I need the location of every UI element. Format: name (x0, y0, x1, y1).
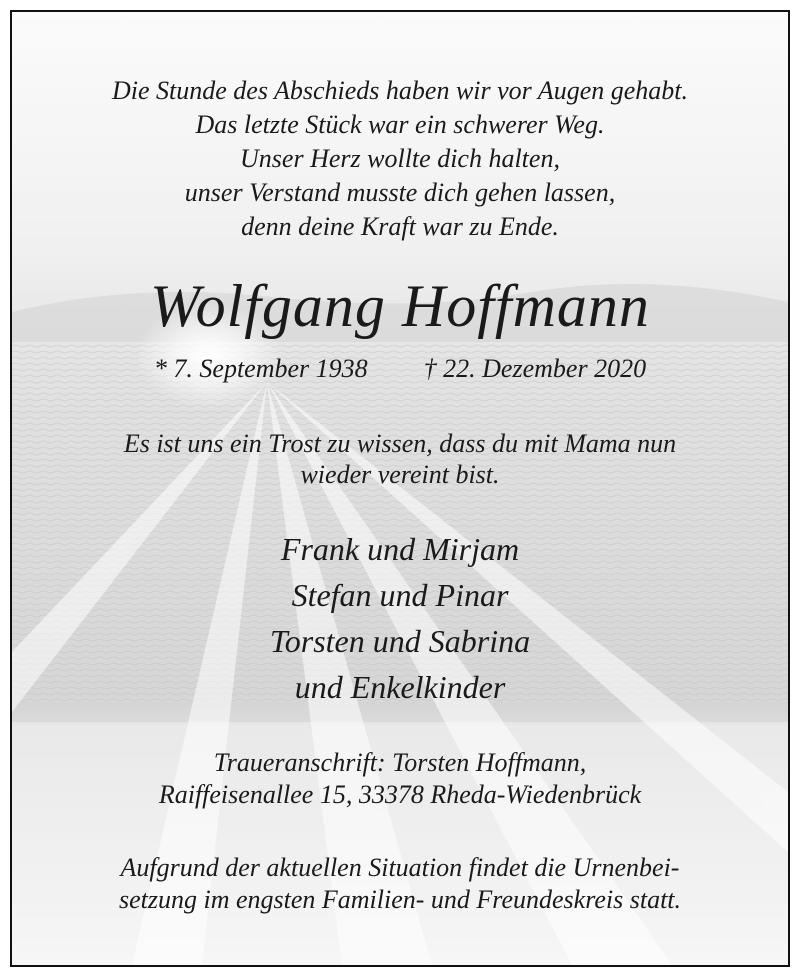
poem-line: denn deine Kraft war zu Ende. (241, 212, 559, 241)
deceased-name: Wolfgang Hoffmann (150, 273, 650, 339)
family-member: Torsten und Sabrina (269, 623, 531, 659)
poem-line: unser Verstand musste dich gehen lassen, (184, 178, 616, 207)
family-member: und Enkelkinder (294, 669, 506, 705)
obituary-content (12, 12, 788, 965)
notice-line: setzung im engsten Familien- und Freundeskreis statt. (118, 885, 682, 914)
address-line: Raiffeisenallee 15, 33378 Rheda-Wiedenbrück (158, 780, 642, 809)
comfort-line: Es ist uns ein Trost zu wissen, dass du mit Mama nun (123, 429, 677, 458)
birth-date: * 7. September 1938 (153, 354, 368, 383)
poem-line: Das letzte Stück war ein schwerer Weg. (195, 110, 605, 139)
mourning-address (12, 747, 788, 811)
funeral-notice (12, 852, 788, 916)
poem (12, 74, 788, 244)
poem-line: Unser Herz wollte dich halten, (240, 144, 560, 173)
death-date: † 22. Dezember 2020 (423, 354, 647, 383)
family-list (12, 526, 788, 710)
family-member: Stefan und Pinar (291, 577, 509, 613)
life-dates (12, 352, 788, 386)
obituary-frame (10, 10, 790, 967)
comfort-line: wieder vereint bist. (300, 460, 500, 489)
poem-line: Die Stunde des Abschieds haben wir vor Augen gehabt. (111, 76, 688, 105)
family-member: Frank und Mirjam (280, 531, 520, 567)
address-line: Traueranschrift: Torsten Hoffmann, (213, 748, 587, 777)
notice-line: Aufgrund der aktuellen Situation findet die Urnenbei- (120, 853, 680, 882)
comfort-text (12, 428, 788, 490)
